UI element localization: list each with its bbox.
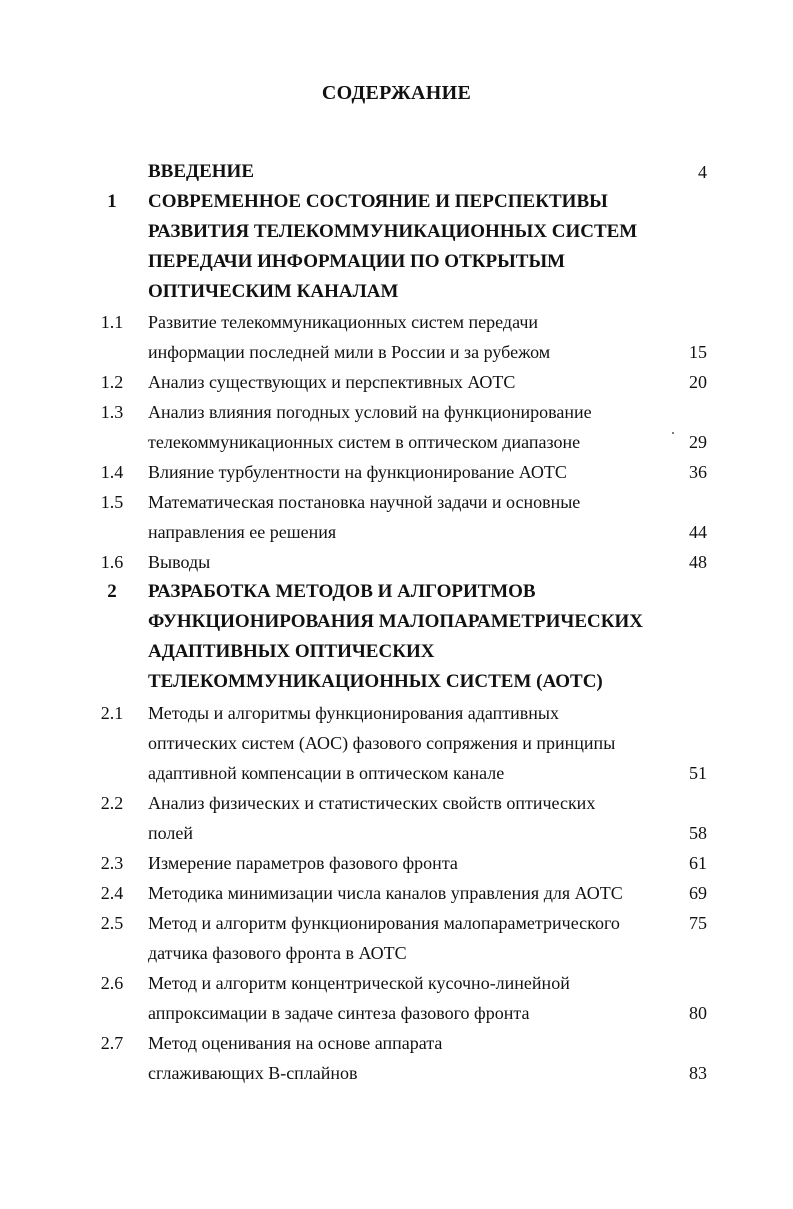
section-title: Анализ физических и статистических свойств оптических	[148, 793, 596, 813]
section-number: 2	[107, 581, 117, 602]
toc-line	[0, 517, 793, 547]
section-number: 2.4	[100, 883, 124, 903]
section-title: Влияние турбулентности на функционирование АОТС	[148, 462, 567, 482]
toc-line-2-6	[0, 968, 793, 998]
toc-line	[0, 667, 793, 697]
section-number: 2.7	[100, 1033, 124, 1053]
toc-line-1-1	[0, 307, 793, 337]
toc-line-2-3	[0, 848, 793, 878]
section-title: оптических систем (АОС) фазового сопряжения и принципы	[148, 733, 616, 753]
page-number: 48	[689, 552, 707, 572]
section-number: 2.2	[100, 793, 124, 813]
section-number: 1.2	[100, 372, 124, 392]
toc-line-2-2	[0, 788, 793, 818]
toc-line-intro	[0, 157, 793, 187]
page-number: 15	[689, 342, 707, 362]
section-number: 2.6	[100, 973, 124, 993]
toc-line	[0, 728, 793, 758]
toc-line-chapter-2	[0, 577, 793, 607]
toc-line-1-3	[0, 397, 793, 427]
section-title: информации последней мили в России и за рубежом	[148, 342, 551, 362]
section-title: датчика фазового фронта в АОТС	[148, 943, 407, 963]
page-number: 29	[689, 432, 707, 452]
section-number: 1.6	[100, 552, 124, 572]
section-number: 2.3	[100, 853, 124, 873]
toc-line-1-4	[0, 457, 793, 487]
toc-line	[0, 217, 793, 247]
section-title: полей	[148, 823, 193, 843]
section-number: 1.3	[100, 402, 124, 422]
page-number: 51	[689, 763, 707, 783]
section-title: СОВРЕМЕННОЕ СОСТОЯНИЕ И ПЕРСПЕКТИВЫ	[148, 191, 608, 212]
toc-line-2-7	[0, 1028, 793, 1058]
page-number: 58	[689, 823, 707, 843]
section-title: Метод и алгоритм концентрической кусочно-линейной	[148, 973, 570, 993]
section-title: ВВЕДЕНИЕ	[148, 161, 254, 182]
toc-line	[0, 427, 793, 457]
section-title: РАЗВИТИЯ ТЕЛЕКОММУНИКАЦИОННЫХ СИСТЕМ	[148, 221, 638, 242]
section-title: аппроксимации в задаче синтеза фазового фронта	[148, 1003, 530, 1023]
section-title: Метод оценивания на основе аппарата	[148, 1033, 443, 1053]
section-title: Выводы	[148, 552, 211, 572]
page-number: 20	[689, 372, 707, 392]
section-title: ФУНКЦИОНИРОВАНИЯ МАЛОПАРАМЕТРИЧЕСКИХ	[148, 611, 644, 632]
page-number: 69	[689, 883, 707, 903]
section-number: 2.5	[100, 913, 124, 933]
section-title: телекоммуникационных систем в оптическом диапазоне	[148, 432, 581, 452]
toc-line	[0, 998, 793, 1028]
section-number: 1.5	[100, 492, 124, 512]
page-number: 44	[689, 522, 707, 542]
page-title: СОДЕРЖАНИЕ	[321, 82, 472, 104]
page-number: 61	[689, 853, 707, 873]
toc-line	[0, 277, 793, 307]
section-title: сглаживающих В-сплайнов	[148, 1063, 358, 1083]
toc-line-1-5	[0, 487, 793, 517]
section-title: Метод и алгоритм функционирования малопараметрического	[148, 913, 620, 933]
toc-line	[0, 247, 793, 277]
section-title: Измерение параметров фазового фронта	[148, 853, 458, 873]
section-number: 1.1	[100, 312, 124, 332]
toc-line-2-4	[0, 878, 793, 908]
section-title: ОПТИЧЕСКИМ КАНАЛАМ	[148, 281, 399, 302]
section-title: Развитие телекоммуникационных систем передачи	[148, 312, 539, 332]
section-title: АДАПТИВНЫХ ОПТИЧЕСКИХ	[148, 641, 435, 662]
section-title: РАЗРАБОТКА МЕТОДОВ И АЛГОРИТМОВ	[148, 581, 536, 602]
toc-line	[0, 607, 793, 637]
section-title: ПЕРЕДАЧИ ИНФОРМАЦИИ ПО ОТКРЫТЫМ	[148, 251, 566, 272]
scan-speck	[672, 432, 674, 434]
toc-line-chapter-1	[0, 187, 793, 217]
toc-line-2-5	[0, 908, 793, 938]
section-title: Методы и алгоритмы функционирования адаптивных	[148, 703, 559, 723]
section-title: адаптивной компенсации в оптическом канале	[148, 763, 505, 783]
section-number: 2.1	[100, 703, 124, 723]
section-title: Анализ существующих и перспективных АОТС	[148, 372, 516, 392]
toc-line	[0, 818, 793, 848]
page-number: 80	[689, 1003, 707, 1023]
toc-line	[0, 337, 793, 367]
toc-line	[0, 938, 793, 968]
page-number: 83	[689, 1063, 707, 1083]
toc-line-1-6	[0, 547, 793, 577]
section-title: Методика минимизации числа каналов управления для АОТС	[148, 883, 623, 903]
page-number: 75	[689, 913, 707, 933]
section-title: ТЕЛЕКОММУНИКАЦИОННЫХ СИСТЕМ (АОТС)	[148, 671, 603, 692]
toc-line-2-1	[0, 698, 793, 728]
section-title: Анализ влияния погодных условий на функционирование	[148, 402, 592, 422]
toc-line	[0, 1058, 793, 1088]
page-number: 4	[698, 162, 707, 182]
section-title: Математическая постановка научной задачи и основные	[148, 492, 581, 512]
section-title: направления ее решения	[148, 522, 337, 542]
toc-line-1-2	[0, 367, 793, 397]
page-number: 36	[689, 462, 707, 482]
toc-line	[0, 637, 793, 667]
toc-line	[0, 758, 793, 788]
section-number: 1	[107, 191, 117, 212]
section-number: 1.4	[100, 462, 124, 482]
